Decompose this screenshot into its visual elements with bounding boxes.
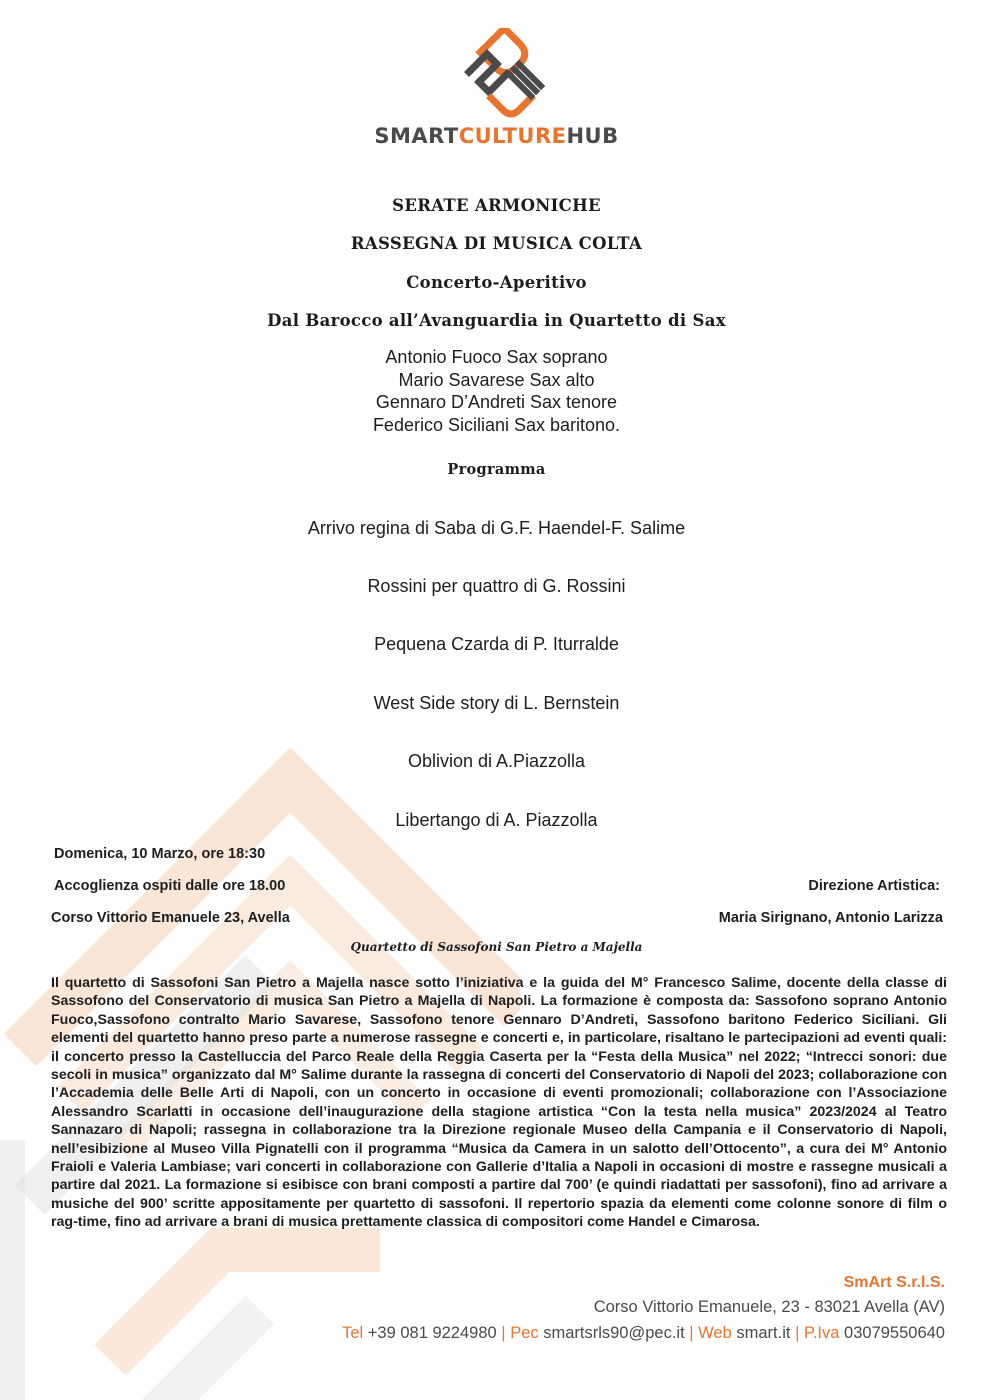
separator: |	[795, 1324, 800, 1342]
brand-name-part3: HUB	[566, 124, 619, 148]
piva-value: 03079550640	[844, 1324, 945, 1342]
performer-item: Gennaro D’Andreti Sax tenore	[375, 392, 618, 413]
program-title: Programma	[447, 461, 546, 478]
brand-name-part1: SMART	[374, 124, 459, 148]
separator: |	[501, 1324, 506, 1342]
title-concerto: Concerto-Aperitivo	[406, 273, 587, 292]
performers-list	[0, 346, 993, 436]
brand-name	[0, 124, 993, 148]
event-welcome: Accoglienza ospiti dalle ore 18.00	[54, 878, 286, 894]
bio-title: Quartetto di Sassofoni San Pietro a Majella	[350, 940, 643, 954]
bio-text: Il quartetto di Sassofoni San Pietro a Majella nasce sotto l’iniziativa e la guida del M° Francesco Salime, docente della classe di Sassofono del Conservatorio di musica San Pietro a Majella di Napoli. La formazione è composta da: Sassofono soprano Antonio Fuoco,Sassofono contralto Mario Savarese, Sassofono tenore Gennaro D’Andreti, Sassofono baritono Federico Siciliani. Gli elementi del quartetto hanno preso parte a numerose rassegne e concerti e, in particolare, risaltano le partecipazioni ad eventi quali: il concerto presso la Castelluccia del Parco Reale della Reggia Caserta per la “Festa della Musica” nel 2022; “Intrecci sonori: due secoli in musica” organizzato dal M° Salime durante la rassegna di concerti del Conservatorio di Napoli del 2023; collaborazione con l’Accademia delle Belle Arti di Napoli, con un concerto in occasione di eventi promozionali; collaborazione con l’Associazione Alessandro Scarlatti in occasione dell’inaugurazione della stagione artistica “Con la testa nella musica” 2023/2024 al Teatro Sannazaro di Napoli; rassegna in collaborazione tra la Direzione regionale Museo della Campania e il Conservatorio di Napoli, nell’esibizione al Museo Villa Pignatelli con il programma “Musica da Camera in un salotto dell’Ottocento”, a cura dei M° Antonio Fraioli e Valeria Lambiase; vari concerti in collaborazione con Gallerie d’Italia a Napoli in occasioni di mostre e rassegne musicali a partire dal 2021. La formazione si esibisce con brani composti a partire dal 700’ (e quindi riadattati per sassofoni), fino ad arrivare a musiche del 900’ scritte appositamente per quartetto di sassofoni. Il repertorio spazia da elementi come colonne sonore di film o rag-time, fino ad arrivare a brani di musica prettamente classica di compositori come Handel e Cimarosa.	[51, 975, 947, 1231]
pec-value[interactable]: smartsrls90@pec.it	[543, 1324, 685, 1342]
title-rassegna: RASSEGNA DI MUSICA COLTA	[350, 234, 643, 253]
event-date: Domenica, 10 Marzo, ore 18:30	[54, 846, 266, 862]
tel-value[interactable]: +39 081 9224980	[367, 1324, 497, 1342]
tel-label: Tel	[342, 1324, 364, 1342]
program-item: Oblivion di A.Piazzolla	[407, 751, 586, 771]
artistic-direction-label: Direzione Artistica:	[808, 878, 940, 894]
smart-culture-hub-logo-icon	[447, 28, 547, 128]
artistic-direction-names: Maria Sirignano, Antonio Larizza	[718, 910, 943, 926]
title-barocco: Dal Barocco all’Avanguardia in Quartetto di Sax	[267, 311, 726, 330]
web-label: Web	[698, 1324, 732, 1342]
program-item: Arrivo regina di Saba di G.F. Haendel-F. Salime	[307, 518, 686, 538]
performer-item: Mario Savarese Sax alto	[398, 369, 595, 390]
pec-label: Pec	[510, 1324, 539, 1342]
program-item: Rossini per quattro di G. Rossini	[367, 576, 626, 596]
program-item: Libertango di A. Piazzolla	[395, 810, 598, 830]
separator: |	[689, 1324, 694, 1342]
performer-item: Antonio Fuoco Sax soprano	[385, 347, 608, 367]
title-serate: SERATE ARMONICHE	[392, 196, 601, 215]
program-item: Pequena Czarda di P. Iturralde	[374, 634, 619, 654]
footer-company: SmArt S.r.l.S.	[843, 1274, 945, 1291]
event-location: Corso Vittorio Emanuele 23, Avella	[51, 910, 290, 926]
footer-contacts	[342, 1324, 945, 1343]
footer-address: Corso Vittorio Emanuele, 23 - 83021 Avella (AV)	[593, 1298, 945, 1316]
brand-name-part2: CULTURE	[458, 124, 567, 148]
program-item: West Side story di L. Bernstein	[373, 693, 620, 713]
web-value[interactable]: smart.it	[736, 1324, 791, 1342]
piva-label: P.Iva	[803, 1324, 840, 1342]
performer-item: Federico Siciliani Sax baritono.	[372, 414, 621, 435]
